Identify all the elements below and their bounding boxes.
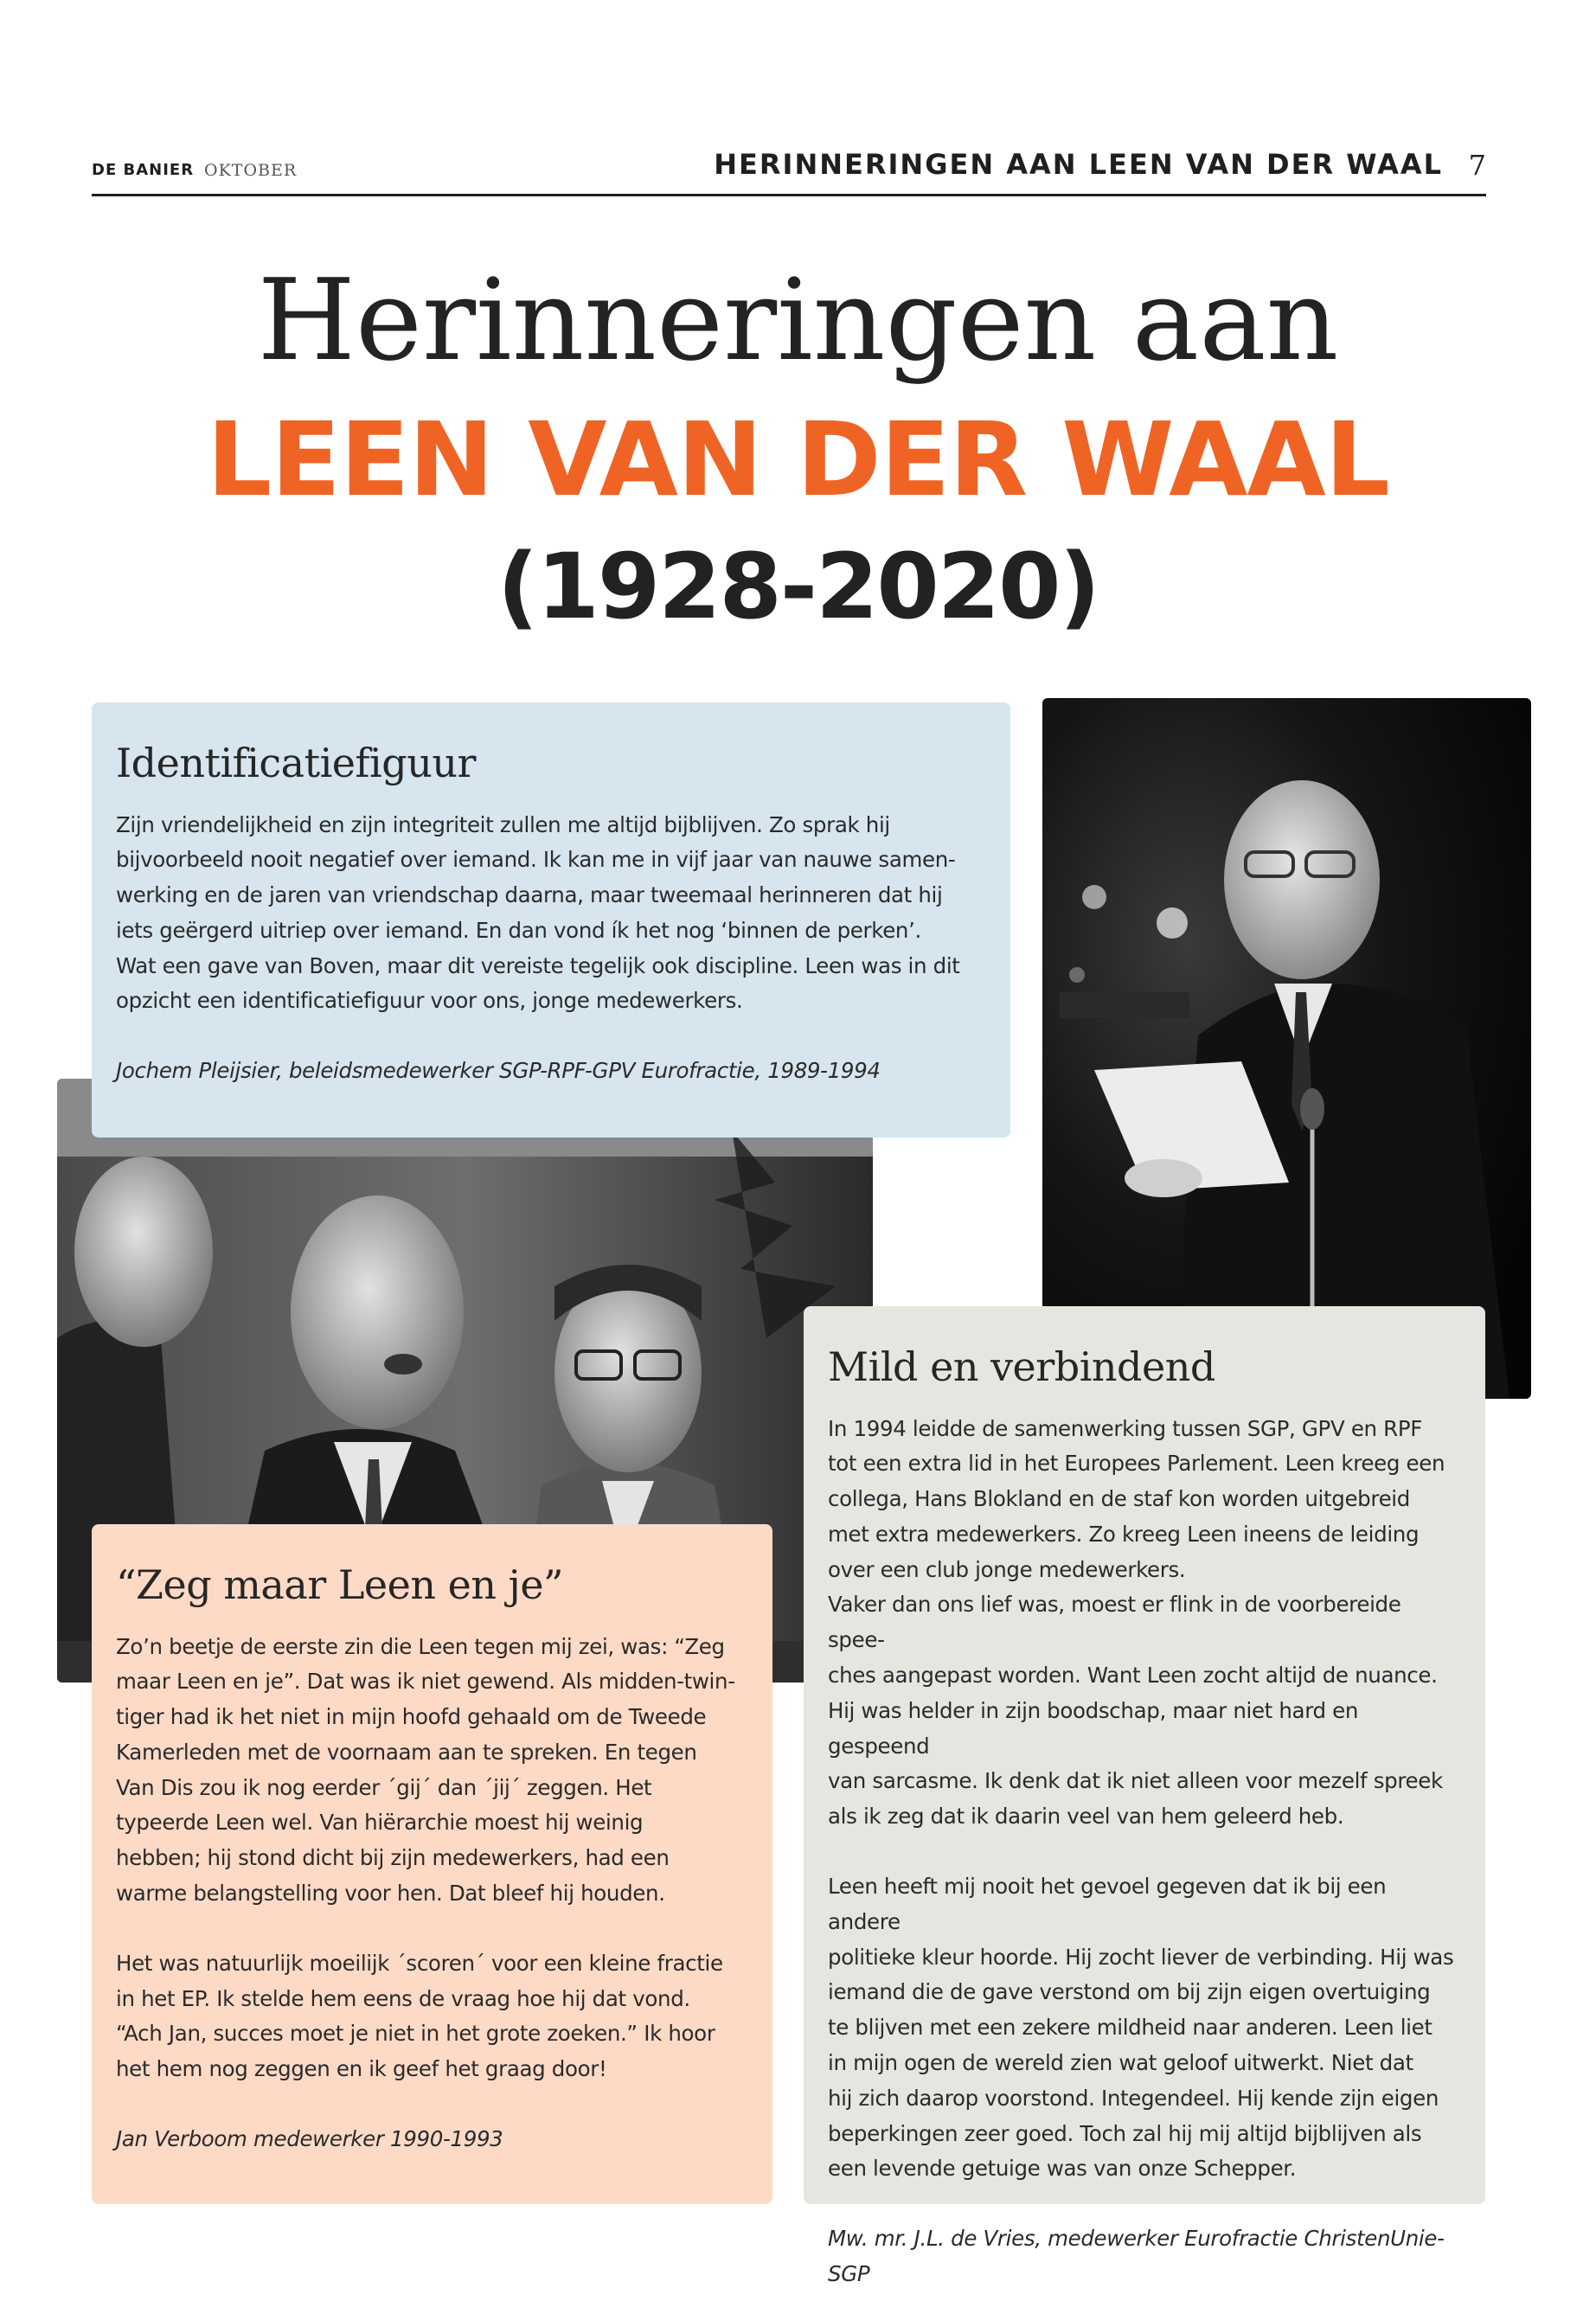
page-header bbox=[92, 145, 1486, 196]
article-heading: “Zeg maar Leen en je” bbox=[116, 1561, 564, 1608]
article-heading: Identificatiefiguur bbox=[116, 740, 476, 786]
issue-month: OKTOBER bbox=[204, 161, 298, 180]
article-body: Zijn vriendelijkheid en zijn integriteit zullen me altijd bijblijven. Zo sprak hij bijvoorbeeld nooit negatief over iemand. Ik kan me in vijf jaar van nauwe samen- werking en de jaren van vriendschap daarna, maar tweemaal herinneren dat hij iets geërgerd uitriep over iemand. En dan vond ík het nog ‘binnen de perken’. Wat een gave van Boven, maar dit vereiste tegelijk ook discipline. Leen was in dit opzicht een identificatiefiguur voor ons, jonge medewerkers. bbox=[116, 811, 960, 1014]
page-number: 7 bbox=[1468, 149, 1486, 182]
article-identificatiefiguur bbox=[92, 702, 1010, 1138]
section-title: HERINNERINGEN AAN LEEN VAN DER WAAL bbox=[714, 148, 1443, 181]
article-signature: Jochem Pleijsier, beleidsmedewerker SGP-RPF-GPV Eurofractie, 1989-1994 bbox=[116, 1058, 881, 1084]
main-title-name: LEEN VAN DER WAAL bbox=[207, 400, 1389, 519]
article-zeg-maar-leen bbox=[92, 1524, 772, 2204]
article-mild-en-verbindend bbox=[804, 1306, 1485, 2287]
article-heading: Mild en verbindend bbox=[828, 1343, 1215, 1390]
article-body-paragraph-2: Leen heeft mij nooit het gevoel gegeven dat ik bij een andere politieke kleur hoorde. Hij zocht liever de verbinding. Hij was iemand die de gave verstond om bij zijn eigen overtuiging te blijven met een zekere mildheid naar anderen. Leen liet in mijn ogen de wereld zien wat geloof uitwerkt. Niet dat hij zich daarop voorstond. Integendeel. Hij kende zijn eigen beperkingen zeer goed. Toch zal hij mij altijd bijblijven als een levende getuige was van onze Schepper. bbox=[828, 1874, 1454, 2182]
photo-speaker-at-microphone bbox=[1042, 698, 1531, 1399]
main-title-years: (1928-2020) bbox=[497, 534, 1099, 639]
article-body-paragraph-1: In 1994 leidde de samenwerking tussen SGP, GPV en RPF tot een extra lid in het Europees Parlement. Leen kreeg een collega, Hans Blokland en de staf kon worden uitgebreid met extra medewerkers. Zo kreeg Leen ineens de leiding over een club jonge medewerkers. Vaker dan ons lief was, moest er flink in de voorbereide spee- ches aangepast worden. Want Leen zocht altijd de nuance. Hij was helder in zijn boodschap, maar niet hard en gespeend van sarcasme. Ik denk dat ik niet alleen voor mezelf spreek als ik zeg dat ik daarin veel van hem geleerd heb. bbox=[828, 1415, 1445, 1830]
article-body-paragraph-2: Het was natuurlijk moeilijk ´scoren´ voor een kleine fractie in het EP. Ik stelde hem eens de vraag hoe hij dat vond. “Ach Jan, succes moet je niet in het grote zoeken.” Ik hoor het hem nog zeggen en ik geef het graag door! bbox=[116, 1950, 723, 2082]
article-signature: Mw. mr. J.L. de Vries, medewerker Eurofractie ChristenUnie-SGP bbox=[828, 2226, 1445, 2287]
main-title-line-1: Herinneringen aan bbox=[257, 254, 1339, 386]
publication-name: DE BANIER bbox=[92, 161, 195, 179]
article-body-paragraph-1: Zo’n beetje de eerste zin die Leen tegen mij zei, was: “Zeg maar Leen en je”. Dat was ik niet gewend. Als midden-twin- tiger had ik het niet in mijn hoofd gehaald om de Tweede Kamerleden met de voornaam aan te spreken. En tegen Van Dis zou ik nog eerder ´gij´ dan ´jij´ zeggen. Het typeerde Leen wel. Van hiërarchie moest hij weinig hebben; hij stond dicht bij zijn medewerkers, had een warme belangstelling voor hen. Dat bleef hij houden. bbox=[116, 1633, 735, 1907]
article-signature: Jan Verboom medewerker 1990-1993 bbox=[116, 2126, 503, 2152]
